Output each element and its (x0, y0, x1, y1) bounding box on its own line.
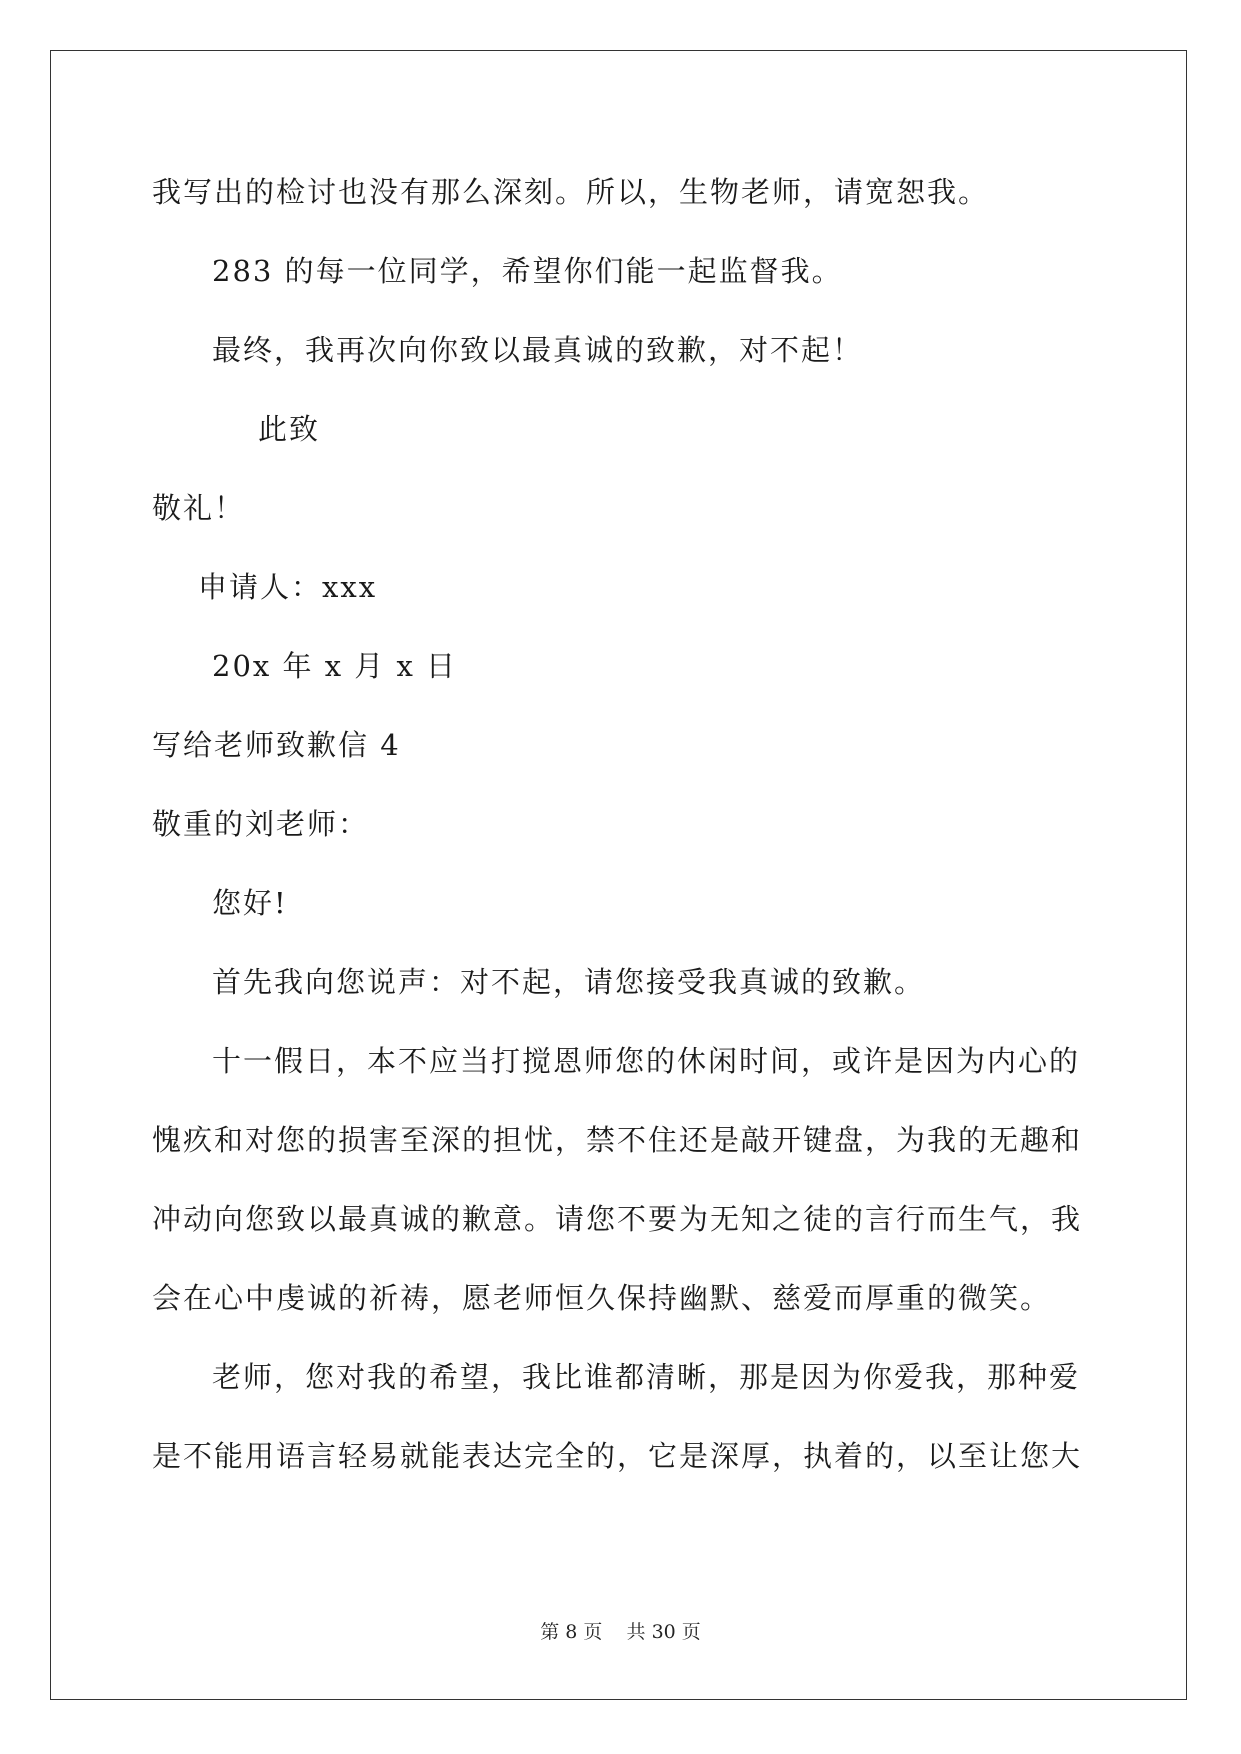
paragraph-line: 老师，您对我的希望，我比谁都清晰，那是因为你爱我，那种爱 (212, 1360, 1081, 1394)
paragraph-line: 283 的每一位同学，希望你们能一起监督我。 (212, 254, 843, 288)
section-title: 写给老师致歉信 4 (152, 728, 401, 762)
closing-respect: 敬礼！ (152, 491, 246, 525)
paragraph-line: 愧疚和对您的损害至深的担忧，禁不住还是敲开键盘，为我的无趣和 (152, 1123, 1083, 1157)
date-line: 20x 年 x 月 x 日 (212, 649, 458, 683)
paragraph-line: 最终，我再次向你致以最真诚的致歉，对不起！ (212, 333, 864, 367)
paragraph-line: 会在心中虔诚的祈祷，愿老师恒久保持幽默、慈爱而厚重的微笑。 (152, 1281, 1052, 1315)
paragraph-line: 您好! (212, 886, 288, 920)
paragraph-line: 我写出的检讨也没有那么深刻。所以，生物老师，请宽恕我。 (152, 175, 990, 209)
letter-greeting: 敬重的刘老师： (152, 807, 370, 841)
paragraph-line: 冲动向您致以最真诚的歉意。请您不要为无知之徒的言行而生气，我 (152, 1202, 1083, 1236)
page-number: 第 8 页 共 30 页 (540, 1621, 701, 1643)
paragraph-line: 是不能用语言轻易就能表达完全的，它是深厚，执着的，以至让您大 (152, 1439, 1083, 1473)
paragraph-line: 十一假日，本不应当打搅恩师您的休闲时间，或许是因为内心的 (212, 1044, 1081, 1078)
paragraph-line: 首先我向您说声：对不起，请您接受我真诚的致歉。 (212, 965, 926, 999)
closing-salutation: 此致 (258, 412, 321, 446)
signature-line: 申请人：xxx (198, 570, 378, 604)
